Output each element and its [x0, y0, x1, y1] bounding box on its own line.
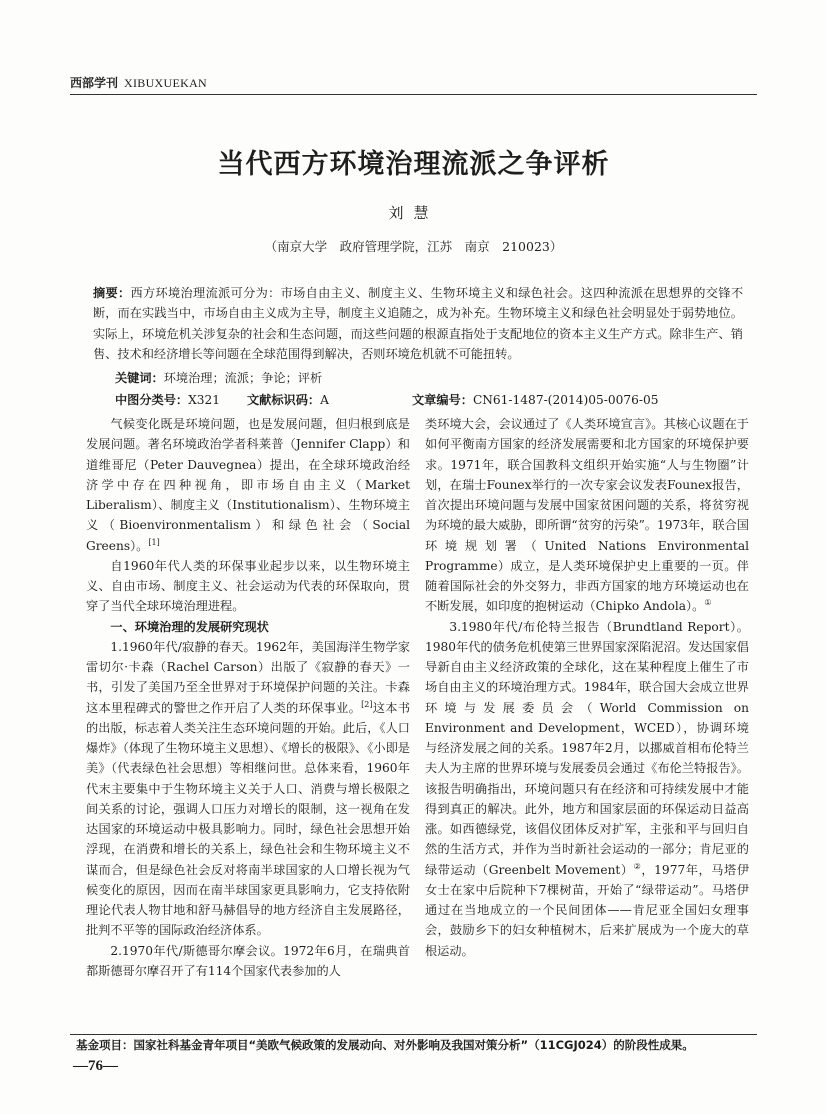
header-rule: [70, 94, 757, 95]
journal-name-latin: XIBUXUEKAN: [124, 76, 208, 90]
paragraph-text: 3.1980年代/布伦特兰报告（Brundtland Report）。1980年代的债务危机使第三世界国家深陷泥沼。发达国家倡导新自由主义经济政策的全球化，这在某种程度上催生了市场自由主义的环境治理方式。1984年，联合国大会成立世界环境与发展委员会（World Commission on Environment and Development，WCED），协调环境与经济发展之间的关系。1987年2月，以挪威首相布伦特兰夫人为主席的世界环境与发展委员会通过《布伦兰特报告》。该报告明确指出，环境问题只有在经济和可持续发展中才能得到真正的解决。此外，地方和国家层面的环保运动日益高涨。如西德绿党，该倡仪团体反对扩军，主张和平与回归自然的生活方式，并作为当时新社会运动的一部分；肯尼亚的绿带运动（Greenbelt Movement）: [425, 619, 749, 877]
clc-number: [115, 391, 220, 408]
citation-marker: [2]: [361, 699, 373, 709]
abstract-label: 摘要：: [93, 286, 131, 300]
paragraph-text: 气候变化既是环境问题，也是发展问题，但归根到底是发展问题。著名环境政治学者科莱普（Jennifer Clapp）和道维哥尼（Peter Dauvegnea）提出，在全球环境政治经济学中存在四种视角，即市场自由主义（Market Liberalism）、制度主义（Institutionalism）、生物环境主义（Bioenvironmentalism）和绿色社会（Social Greens）。: [86, 417, 410, 553]
abstract: [93, 283, 743, 365]
journal-name-cn: 西部学刊: [70, 76, 119, 90]
clc-label: 中图分类号：: [115, 393, 189, 407]
article-value: CN61-1487-(2014)05-0076-05: [472, 393, 659, 407]
abstract-text: 西方环境治理流派可分为：市场自由主义、制度主义、生物环境主义和绿色社会。这四种流派在思想界的交锋不断，而在实践当中，市场自由主义成为主导，制度主义追随之，成为补充。生物环境主义和绿色社会明显处于弱势地位。实际上，环境危机关涉复杂的社会和生态问题，而这些问题的根源直指处于支配地位的资本主义生产方式。除非生产、销售、技术和经济增长等问题在全球范围得到解决，否则环境危机就不可能扭转。: [93, 286, 744, 362]
author-affiliation: （南京大学 政府管理学院，江苏 南京 210023）: [264, 239, 563, 254]
citation-marker: ②: [633, 861, 642, 871]
body-paragraph: [86, 556, 410, 617]
body-column-right: [425, 414, 749, 961]
paragraph-text: 2.1970年代/斯德哥尔摩会议。1972年6月，在瑞典首都斯德哥尔摩召开了有114个国家代表参加的人: [86, 943, 410, 978]
clc-value: X321: [188, 393, 221, 407]
article-label: 文章编号：: [412, 393, 473, 407]
funding-note: [76, 1037, 694, 1053]
doc-value: A: [320, 393, 329, 407]
body-paragraph: [86, 941, 410, 982]
document-code: [247, 391, 329, 408]
citation-marker: [1]: [148, 537, 160, 547]
body-paragraph: [425, 617, 749, 961]
funding-label: 基金项目：: [76, 1038, 134, 1052]
footnote-rule: [70, 1034, 757, 1035]
keywords-text: 环境治理；流派；争论；评析: [163, 371, 323, 385]
body-column-left: [86, 414, 410, 981]
citation-marker: ①: [704, 598, 712, 608]
paragraph-text: 类环境大会，会议通过了《人类环境宣言》。其核心议题在于如何平衡南方国家的经济发展需要和北方国家的环境保护要求。1971年，联合国教科文组织开始实施“人与生物圈”计划，在瑞士Founex举行的一次专家会议发表Founex报告，首次提出环境问题与发展中国家贫困问题的关系，将贫穷视为环境的最大威胁，即所谓“贫穷的污染”。1973年，联合国环境规划署（United Nations Environmental Programme）成立，是人类环境保护史上重要的一页。伴随着国际社会的外交努力，非西方国家的地方环境运动也在不断发展，如印度的抱树运动（Chipko Andola）。: [425, 417, 749, 614]
article-number: [412, 391, 658, 408]
paragraph-text: 1.1960年代/寂静的春天。1962年，美国海洋生物学家雷切尔·卡森（Rachel Carson）出版了《寂静的春天》一书，引发了美国乃至全世界对于环境保护问题的关注。卡森这本里程碑式的警世之作开启了人类的环保事业。: [86, 639, 410, 715]
paragraph-text: 一、环境治理的发展研究现状: [110, 619, 269, 634]
page-number: —76—: [73, 1058, 118, 1074]
author-name: 刘慧: [388, 204, 439, 222]
funding-text: 国家社科基金青年项目“美欧气候政策的发展动向、对外影响及我国对策分析”（11CGJ024）的阶段性成果。: [133, 1038, 694, 1052]
section-heading: [86, 617, 410, 637]
body-paragraph: [425, 414, 749, 617]
doc-label: 文献标识码：: [247, 393, 321, 407]
paragraph-text: 自1960年代人类的环保事业起步以来，以生物环境主义、自由市场、制度主义、社会运动为代表的环保取向，贯穿了当代全球环境治理进程。: [86, 558, 410, 614]
body-paragraph: [86, 414, 410, 556]
keywords: [115, 369, 322, 386]
journal-header: [70, 74, 207, 91]
article-title: 当代西方环境治理流派之争评析: [217, 149, 610, 180]
paragraph-text-continued: 这本书的出版，标志着人类关注生态环境问题的开始。此后，《人口爆炸》（体现了生物环境主义思想）、《增长的极限》、《小即是美》（代表绿色社会思想）等相继问世。总体来看，1960年代末主要集中于生物环境主义关于人口、消费与增长极限之间关系的讨论，强调人口压力对增长的限制，这一视角在发达国家的环境运动中极具影响力。同时，绿色社会思想开始浮现，在消费和增长的关系上，绿色社会和生物环境主义不谋而合，但是绿色社会反对将南半球国家的人口增长视为气候变化的原因，因而在南半球国家更具影响力，它支持依附理论代表人物甘地和舒马赫倡导的地方经济自主发展路径，批判不平等的国际政治经济体系。: [86, 700, 411, 938]
keywords-label: 关键词：: [115, 371, 164, 385]
body-paragraph: [86, 637, 410, 941]
paragraph-text-continued: ，1977年，马塔伊女士在家中后院种下7棵树苗，开始了“绿带运动”。马塔伊通过在当地成立的一个民间团体——肯尼亚全国妇女理事会，鼓励乡下的妇女种植树木，后来扩展成为一个庞大的草根运动。: [425, 862, 750, 958]
